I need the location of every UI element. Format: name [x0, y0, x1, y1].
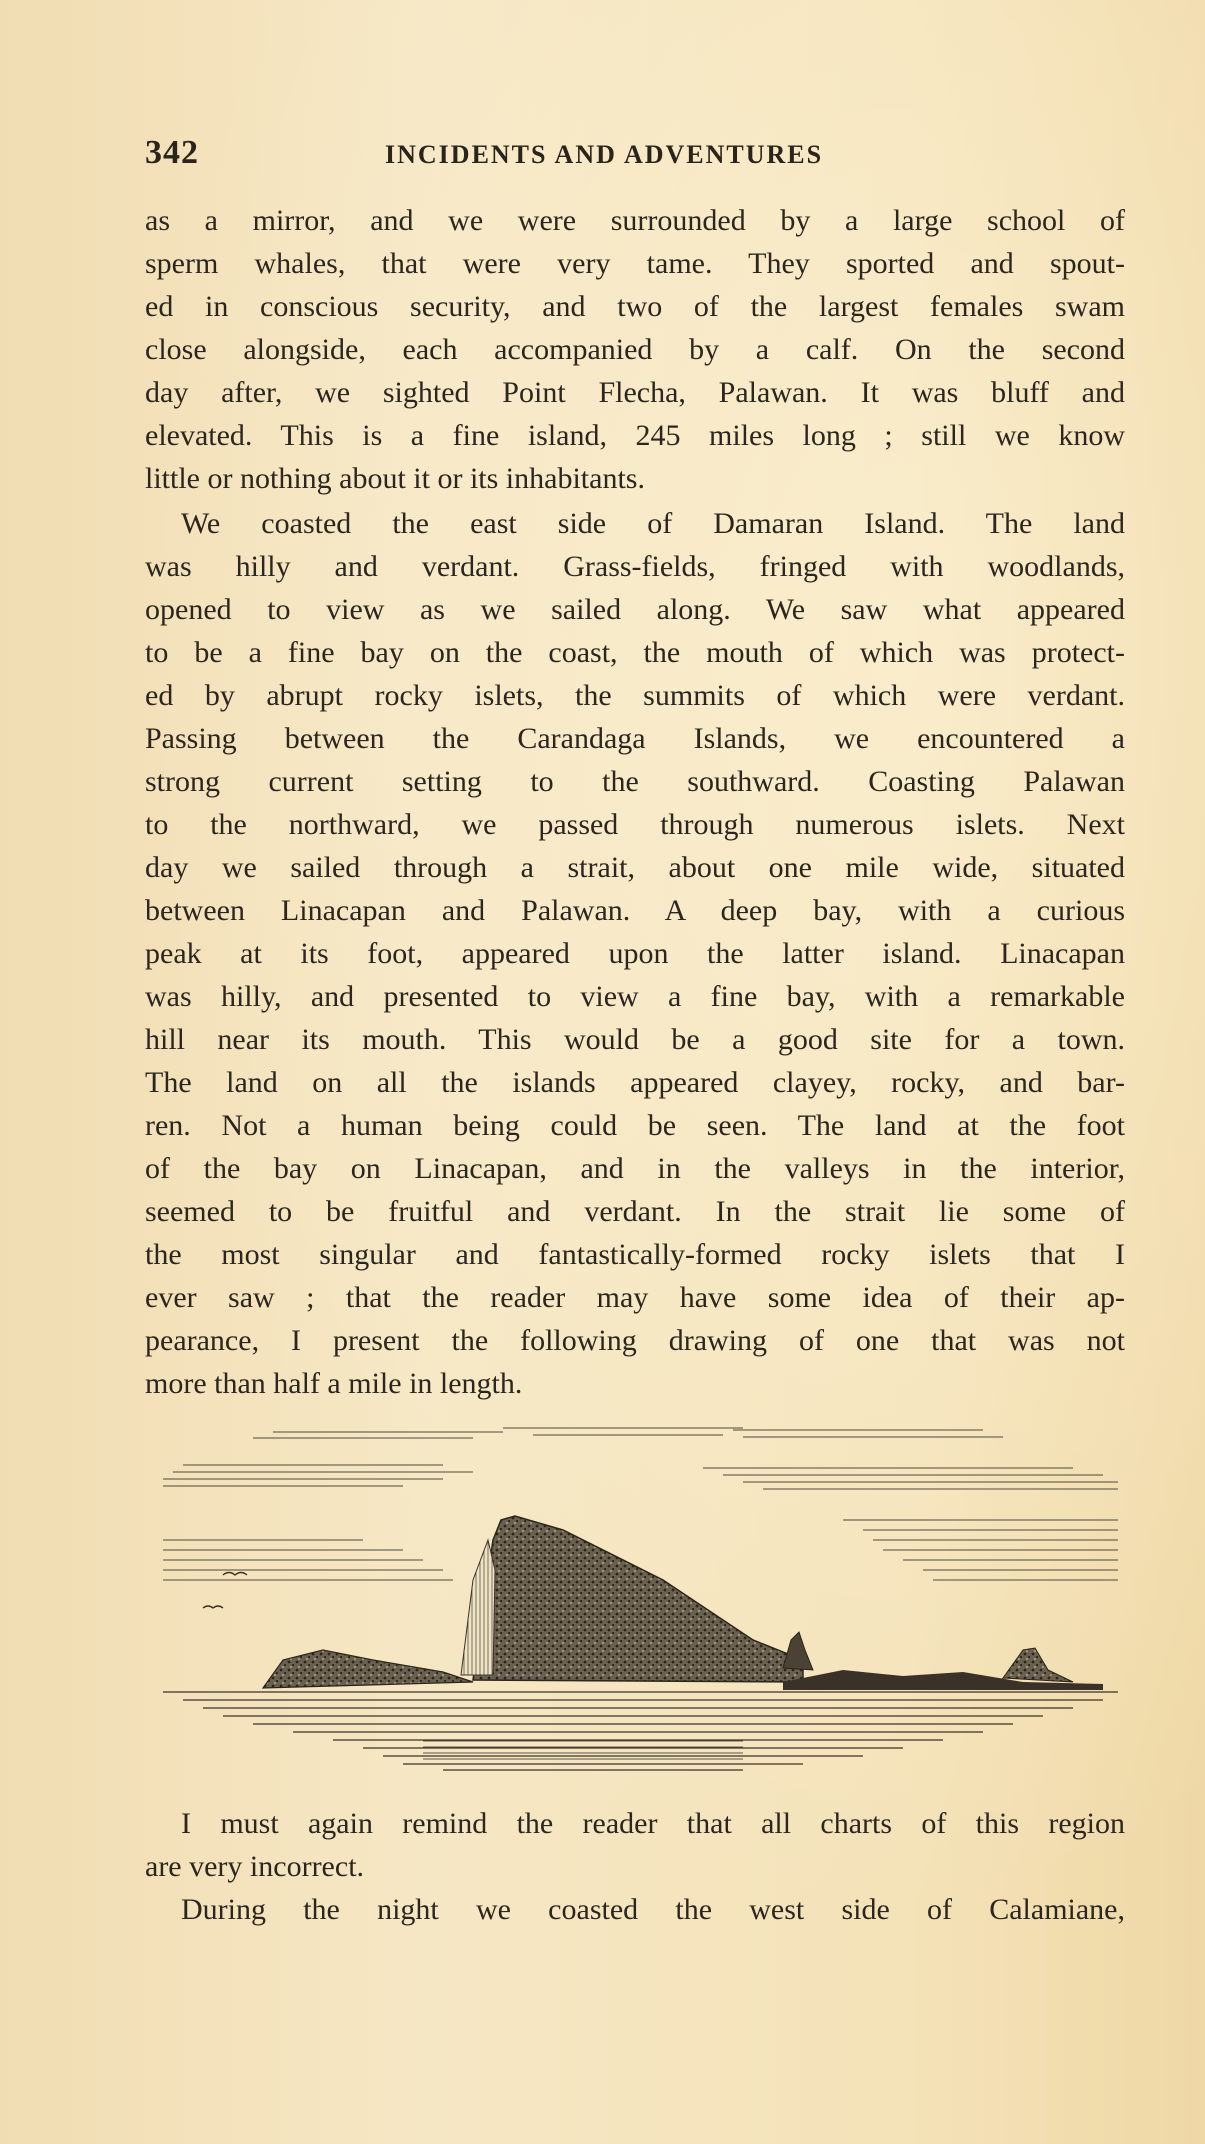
text-line: between Linacapan and Palawan. A deep bay, with a curious [145, 894, 1125, 927]
running-head: INCIDENTS AND ADVENTURES [385, 140, 824, 169]
far-right-islet [1003, 1648, 1073, 1682]
text-line: close alongside, each accompanied by a calf. On the second [145, 333, 1125, 366]
paragraph-4 [145, 1888, 1125, 1931]
text-line: The land on all the islands appeared clayey, rocky, and bar- [145, 1066, 1125, 1099]
text-line: ed in conscious security, and two of the largest females swam [145, 290, 1125, 323]
text-line: little or nothing about it or its inhabitants. [145, 462, 645, 495]
text-line: the most singular and fantastically-formed rocky islets that I [145, 1238, 1125, 1271]
paragraph-2 [145, 502, 1125, 1405]
right-pinnacle [783, 1632, 813, 1670]
text-line: day we sailed through a strait, about one mile wide, situated [145, 851, 1125, 884]
text-line: Passing between the Carandaga Islands, we encountered a [145, 722, 1125, 755]
cliff-face [461, 1540, 495, 1675]
paragraph-1 [145, 199, 1125, 500]
text-line: as a mirror, and we were surrounded by a large school of [145, 204, 1125, 237]
text-line: was hilly and verdant. Grass-fields, fringed with woodlands, [145, 550, 1125, 583]
paragraph-3 [145, 1802, 1125, 1888]
text-line: elevated. This is a fine island, 245 miles long ; still we know [145, 419, 1125, 452]
sky-lines [163, 1428, 1118, 1580]
text-line: hill near its mouth. This would be a good site for a town. [145, 1023, 1125, 1056]
text-line: sperm whales, that were very tame. They sported and spout- [145, 247, 1125, 280]
left-rock [263, 1650, 473, 1688]
text-line: ever saw ; that the reader may have some idea of their ap- [145, 1281, 1125, 1314]
birds [203, 1573, 247, 1609]
page-header [145, 134, 1140, 174]
text-line: to the northward, we passed through numerous islets. Next [145, 808, 1125, 841]
text-line: I must again remind the reader that all charts of this region [181, 1807, 1125, 1840]
main-rock [473, 1516, 803, 1682]
text-line: seemed to be fruitful and verdant. In the strait lie some of [145, 1195, 1125, 1228]
text-line: ed by abrupt rocky islets, the summits of which were verdant. [145, 679, 1125, 712]
text-line: to be a fine bay on the coast, the mouth of which was protect- [145, 636, 1125, 669]
text-line: We coasted the east side of Damaran Island. The land [181, 507, 1125, 540]
rocky-islet-engraving [143, 1420, 1128, 1785]
page-number: 342 [145, 134, 199, 171]
text-line: was hilly, and presented to view a fine bay, with a remarkable [145, 980, 1125, 1013]
text-line: ren. Not a human being could be seen. The land at the foot [145, 1109, 1125, 1142]
text-line: day after, we sighted Point Flecha, Palawan. It was bluff and [145, 376, 1125, 409]
water-shadow [423, 1738, 743, 1764]
text-line: peak at its foot, appeared upon the latter island. Linacapan [145, 937, 1125, 970]
text-line: During the night we coasted the west side of Calamiane, [181, 1893, 1125, 1926]
text-line: pearance, I present the following drawing of one that was not [145, 1324, 1125, 1357]
text-line: are very incorrect. [145, 1850, 365, 1883]
text-line: more than half a mile in length. [145, 1367, 523, 1400]
text-line: opened to view as we sailed along. We saw what appeared [145, 593, 1125, 626]
text-line: strong current setting to the southward. Coasting Palawan [145, 765, 1125, 798]
text-line: of the bay on Linacapan, and in the valleys in the interior, [145, 1152, 1125, 1185]
